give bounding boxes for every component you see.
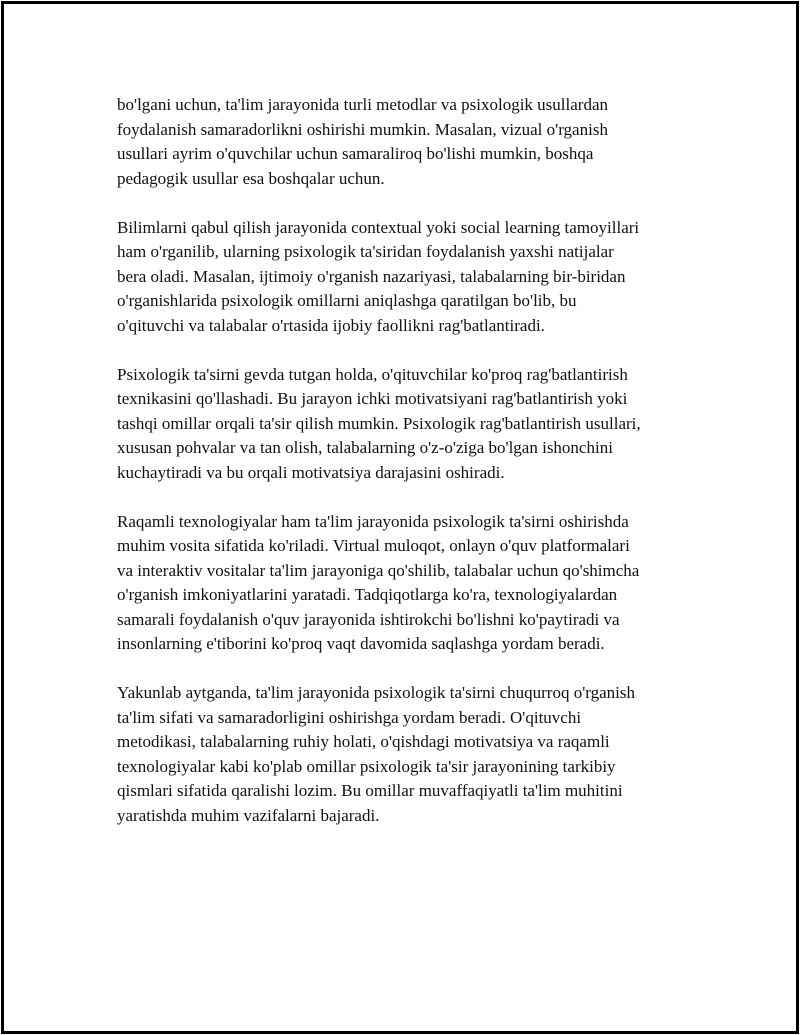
text-line: samarali foydalanish o'quv jarayonida ishtirokchi bo'lishni ko'paytiradi va bbox=[117, 609, 620, 629]
paragraph-2 bbox=[117, 216, 707, 339]
text-line: pedagogik usullar esa boshqalar uchun. bbox=[117, 168, 385, 188]
document-body bbox=[117, 93, 707, 853]
paragraph-3 bbox=[117, 363, 707, 486]
text-line: insonlarning e'tiborini ko'proq vaqt davomida saqlashga yordam beradi. bbox=[117, 634, 605, 653]
text-line: o'rganishlarida psixologik omillarni aniqlashga qaratilgan bo'lib, bu bbox=[117, 291, 577, 310]
text-line: xususan pohvalar va tan olish, talabalarning o'z-o'ziga bo'lgan ishonchini bbox=[117, 438, 613, 457]
text-line: Raqamli texnologiyalar ham ta'lim jarayonida psixologik ta'sirni oshirishda bbox=[117, 511, 629, 531]
text-line: tashqi omillar orqali ta'sir qilish mumkin. Psixologik rag'batlantirish usullari, bbox=[117, 413, 641, 433]
text-line: va interaktiv vositalar ta'lim jarayoniga qo'shilib, talabalar uchun qo'shimcha bbox=[117, 560, 640, 580]
text-line: qismlari sifatida qaralishi lozim. Bu omillar muvaffaqiyatli ta'lim muhitini bbox=[117, 781, 623, 800]
text-line: bo'lgani uchun, ta'lim jarayonida turli metodlar va psixologik usullardan bbox=[117, 95, 608, 114]
text-line: ham o'rganilib, ularning psixologik ta'siridan foydalanish yaxshi natijalar bbox=[117, 242, 614, 261]
text-line: metodikasi, talabalarning ruhiy holati, o'qishdagi motivatsiya va raqamli bbox=[117, 732, 610, 751]
text-line: Psixologik ta'sirni gevda tutgan holda, o'qituvchilar ko'proq rag'batlantirish bbox=[117, 364, 628, 384]
text-line: usullari ayrim o'quvchilar uchun samaraliroq bo'lishi mumkin, boshqa bbox=[117, 144, 594, 163]
text-line: o'rganish imkoniyatlarini yaratadi. Tadqiqotlarga ko'ra, texnologiyalardan bbox=[117, 585, 618, 604]
text-line: Yakunlab aytganda, ta'lim jarayonida psixologik ta'sirni chuqurroq o'rganish bbox=[117, 683, 636, 702]
text-line: bera oladi. Masalan, ijtimoiy o'rganish nazariyasi, talabalarning bir-biridan bbox=[117, 266, 626, 286]
text-line: foydalanish samaradorlikni oshirishi mumkin. Masalan, vizual o'rganish bbox=[117, 119, 608, 139]
text-line: yaratishda muhim vazifalarni bajaradi. bbox=[117, 805, 380, 825]
paragraph-4 bbox=[117, 510, 707, 657]
text-line: kuchaytiradi va bu orqali motivatsiya darajasini oshiradi. bbox=[117, 462, 505, 482]
text-line: ta'lim sifati va samaradorligini oshirishga yordam beradi. O'qituvchi bbox=[117, 707, 582, 727]
paragraph-5 bbox=[117, 681, 707, 828]
text-line: texnologiyalar kabi ko'plab omillar psixologik ta'sir jarayonining tarkibiy bbox=[117, 756, 616, 776]
text-line: muhim vosita sifatida ko'riladi. Virtual muloqot, onlayn o'quv platformalari bbox=[117, 536, 630, 555]
text-line: Bilimlarni qabul qilish jarayonida contextual yoki social learning tamoyillari bbox=[117, 217, 640, 237]
paragraph-1 bbox=[117, 93, 707, 191]
text-line: texnikasini qo'llashadi. Bu jarayon ichki motivatsiyani rag'batlantirish yoki bbox=[117, 389, 628, 408]
text-line: o'qituvchi va talabalar o'rtasida ijobiy faollikni rag'batlantiradi. bbox=[117, 315, 545, 335]
